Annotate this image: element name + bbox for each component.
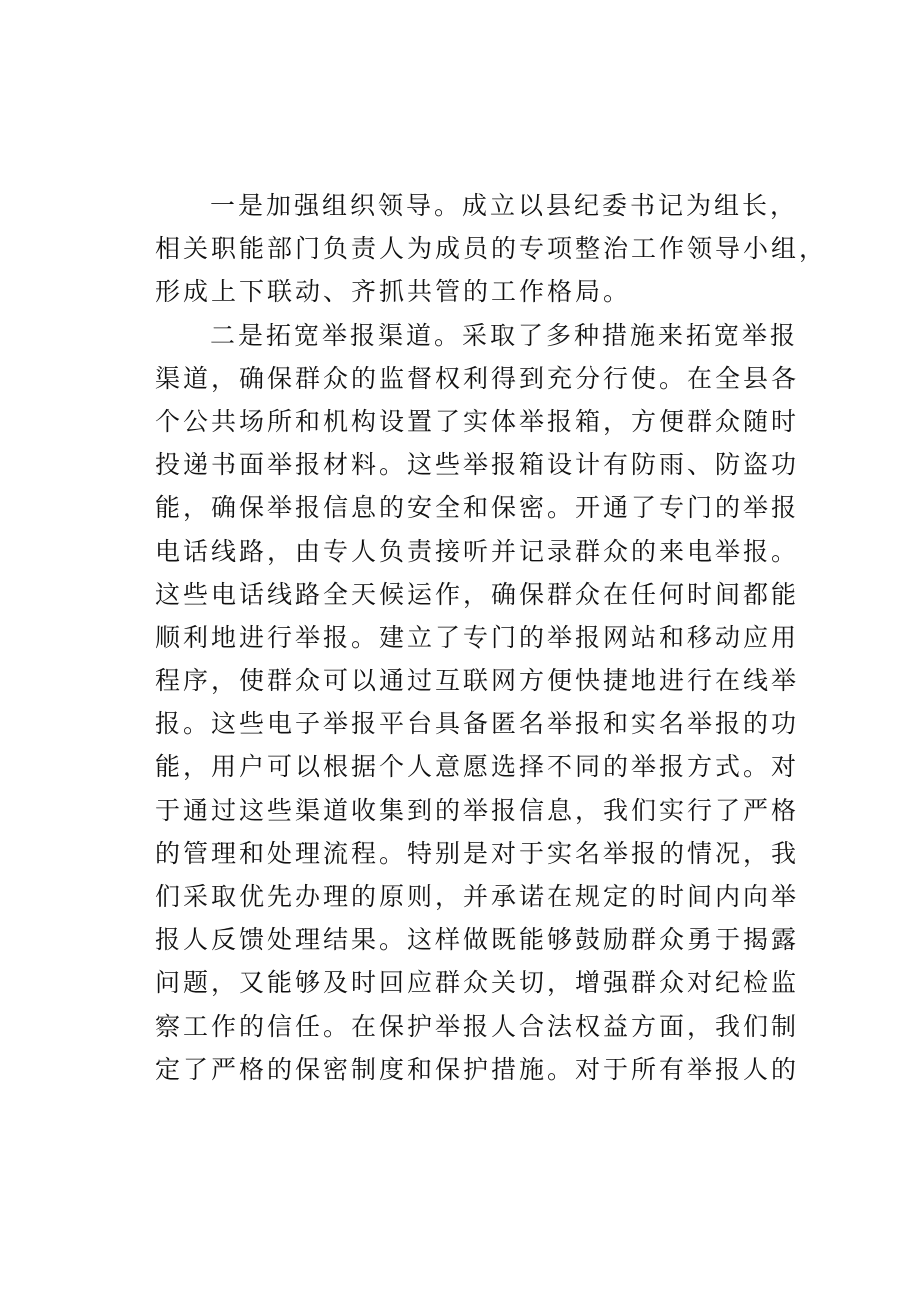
text-line: 问题，又能够及时回应群众关切，增强群众对纪检监 bbox=[155, 968, 800, 998]
text-line: 们采取优先办理的原则，并承诺在规定的时间内向举 bbox=[155, 882, 800, 911]
paragraph-reporting-channels bbox=[155, 314, 800, 1091]
text-line: 电话线路，由专人负责接听并记录群众的来电举报。 bbox=[155, 536, 800, 566]
text-line: 一是加强组织领导。成立以县纪委书记为组长， bbox=[210, 191, 799, 220]
text-line: 能，确保举报信息的安全和保密。开通了专门的举报 bbox=[155, 493, 800, 523]
text-line: 渠道，确保群众的监督权利得到充分行使。在全县各 bbox=[155, 363, 800, 393]
document-body bbox=[155, 184, 828, 1091]
text-line: 个公共场所和机构设置了实体举报箱，方便群众随时 bbox=[155, 406, 800, 436]
text-line: 投递书面举报材料。这些举报箱设计有防雨、防盗功 bbox=[155, 450, 800, 480]
text-line: 察工作的信任。在保护举报人合法权益方面，我们制 bbox=[155, 1011, 800, 1041]
text-line: 形成上下联动、齐抓共管的工作格局。 bbox=[155, 277, 632, 307]
text-line: 能，用户可以根据个人意愿选择不同的举报方式。对 bbox=[155, 752, 800, 782]
text-line: 定了严格的保密制度和保护措施。对于所有举报人的 bbox=[155, 1054, 800, 1084]
text-line: 程序，使群众可以通过互联网方便快捷地进行在线举 bbox=[155, 666, 800, 696]
text-line: 顺利地进行举报。建立了专门的举报网站和移动应用 bbox=[155, 622, 800, 652]
text-line: 于通过这些渠道收集到的举报信息，我们实行了严格 bbox=[155, 795, 800, 825]
text-line: 报。这些电子举报平台具备匿名举报和实名举报的功 bbox=[155, 709, 800, 739]
text-line: 二是拓宽举报渠道。采取了多种措施来拓宽举报 bbox=[210, 320, 799, 350]
text-line: 相关职能部门负责人为成员的专项整治工作领导小组， bbox=[155, 234, 828, 264]
text-line: 的管理和处理流程。特别是对于实名举报的情况，我 bbox=[155, 838, 800, 868]
text-line: 这些电话线路全天候运作，确保群众在任何时间都能 bbox=[155, 579, 800, 609]
paragraph-organization-leadership bbox=[155, 184, 828, 314]
text-line: 报人反馈处理结果。这样做既能够鼓励群众勇于揭露 bbox=[155, 925, 800, 955]
